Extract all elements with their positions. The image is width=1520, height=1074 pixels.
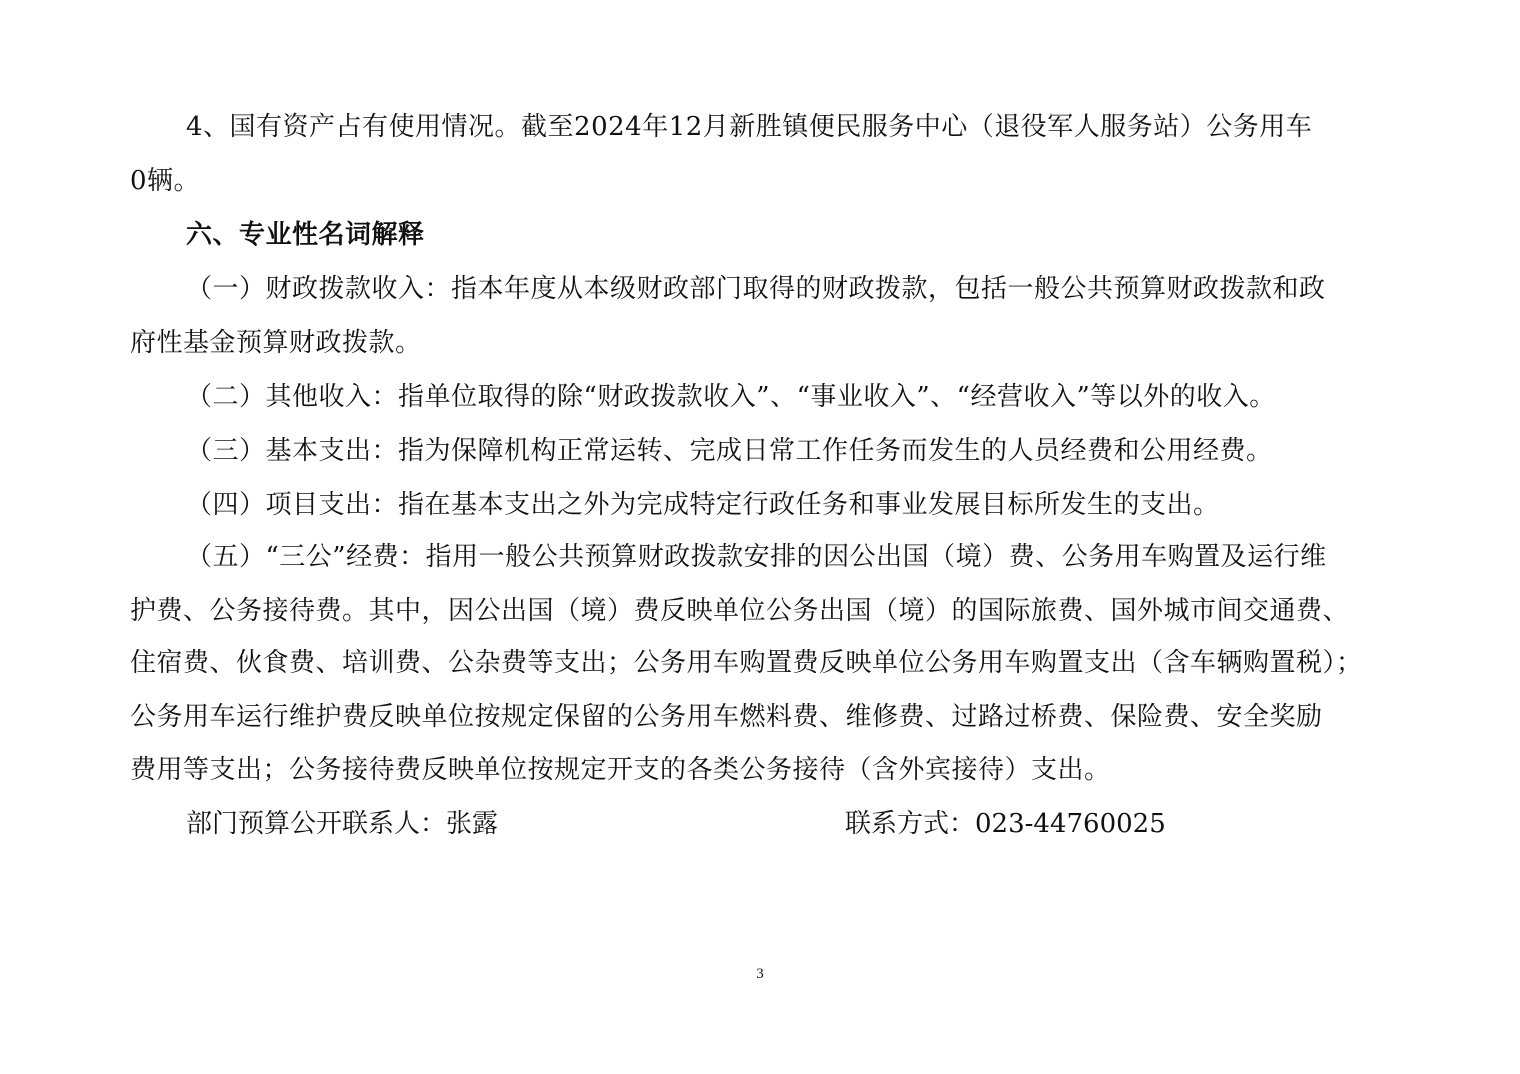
- term-3-line-1: （三）基本支出：指为保障机构正常运转、完成日常工作任务而发生的人员经费和公用经费。: [186, 436, 1273, 466]
- term-5-line-3: 住宿费、伙食费、培训费、公杂费等支出；公务用车购置费反映单位公务用车购置支出（含车辆购置税）；: [130, 648, 1363, 678]
- term-4-line-1: （四）项目支出：指在基本支出之外为完成特定行政任务和事业发展目标所发生的支出。: [186, 490, 1220, 520]
- section-4-line-2: 0辆。: [130, 166, 201, 196]
- term-5-line-1: （五）“三公”经费：指用一般公共预算财政拨款安排的因公出国（境）费、公务用车购置及运行维: [186, 542, 1327, 572]
- section-4-line-1: 4、国有资产占有使用情况。截至2024年12月新胜镇便民服务中心（退役军人服务站）公务用车: [186, 112, 1313, 142]
- term-5-line-4: 公务用车运行维护费反映单位按规定保留的公务用车燃料费、维修费、过路过桥费、保险费、安全奖励: [130, 702, 1323, 732]
- section-6-heading: 六、专业性名词解释: [186, 220, 425, 250]
- page-number: 3: [756, 966, 764, 982]
- term-2-line-1: （二）其他收入：指单位取得的除“财政拨款收入”、“事业收入”、“经营收入”等以外的收入。: [186, 382, 1276, 412]
- term-5-line-2: 护费、公务接待费。其中，因公出国（境）费反映单位公务出国（境）的国际旅费、国外城市间交通费、: [130, 596, 1350, 626]
- term-1-line-2: 府性基金预算财政拨款。: [130, 328, 422, 358]
- term-5-line-5: 费用等支出；公务接待费反映单位按规定开支的各类公务接待（含外宾接待）支出。: [130, 755, 1111, 785]
- contact-method: 联系方式：023-44760025: [845, 809, 1166, 839]
- term-1-line-1: （一）财政拨款收入：指本年度从本级财政部门取得的财政拨款，包括一般公共预算财政拨款和政: [186, 274, 1326, 304]
- contact-person: 部门预算公开联系人：张露: [186, 809, 499, 839]
